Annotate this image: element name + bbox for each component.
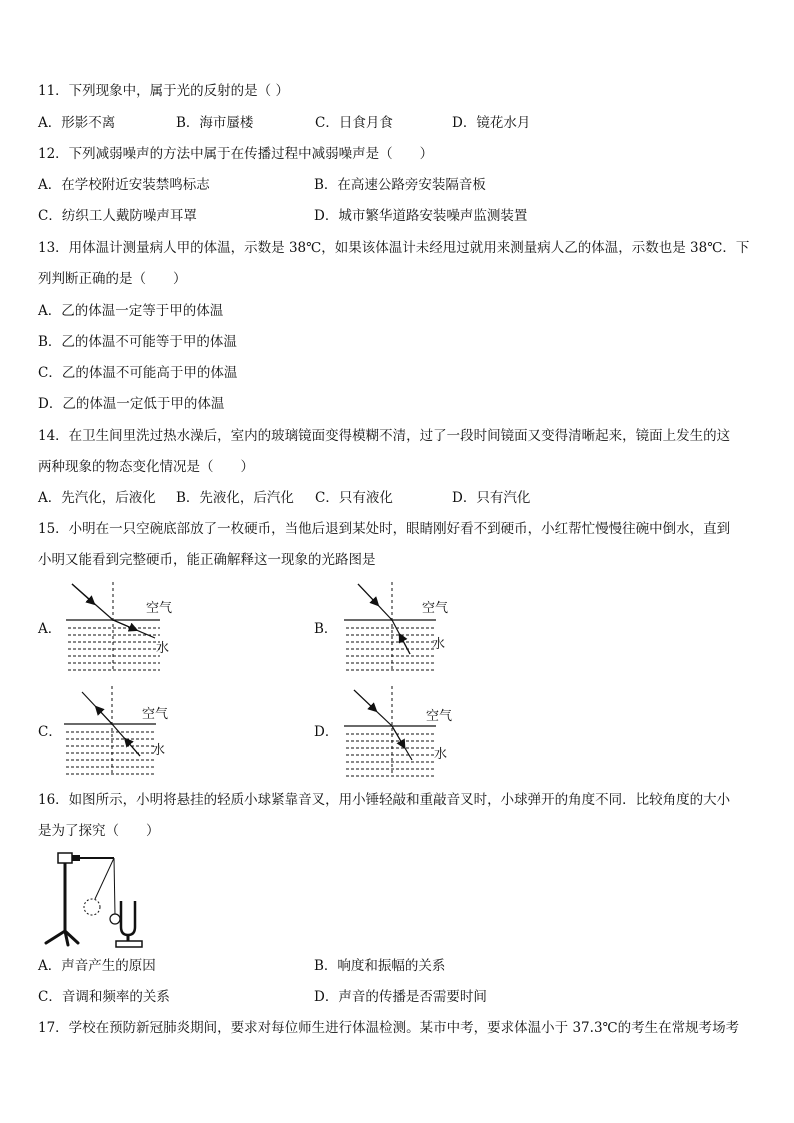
air-label: 空气 <box>146 601 173 616</box>
q15-diagram-b-letter: B． <box>314 621 338 637</box>
q13-option-b: B．乙的体温不可能等于甲的体温 <box>38 334 237 350</box>
q16-option-d: D．声音的传播是否需要时间 <box>314 989 487 1005</box>
q12-option-d: D．城市繁华道路安装噪声监测装置 <box>314 208 528 224</box>
q11-option-b: B．海市蜃楼 <box>176 115 254 131</box>
tuning-fork-apparatus-figure <box>38 847 168 949</box>
q14-option-d: D．只有汽化 <box>452 490 531 506</box>
q13-stem-line2: 列判断正确的是（ ） <box>38 271 187 287</box>
q13-option-d: D．乙的体温一定低于甲的体温 <box>38 396 225 412</box>
q12-option-c: C．纺织工人戴防噪声耳罩 <box>38 208 197 224</box>
q11-option-a: A．形影不离 <box>38 115 116 131</box>
q15-diagram-a-letter: A． <box>38 621 62 637</box>
q12-option-b: B．在高速公路旁安装隔音板 <box>314 177 486 193</box>
q11-option-d: D．镜花水月 <box>452 115 531 131</box>
q14-option-b: B．先液化，后汽化 <box>176 490 294 506</box>
q15-diagram-c-letter: C． <box>38 724 62 740</box>
q16-stem-line2: 是为了探究（ ） <box>38 823 160 839</box>
q16-option-a: A．声音产生的原因 <box>38 958 156 974</box>
q14-stem-line2: 两种现象的物态变化情况是（ ） <box>38 459 254 475</box>
q12-stem: 12．下列减弱噪声的方法中属于在传播过程中减弱噪声是（ ） <box>38 146 434 162</box>
water-label: 水 <box>434 747 448 762</box>
q14-option-c: C．只有液化 <box>315 490 393 506</box>
q14-option-a: A．先汽化，后液化 <box>38 490 156 506</box>
q16-option-b: B．响度和振幅的关系 <box>314 958 446 974</box>
water-label: 水 <box>152 743 166 758</box>
water-label: 水 <box>156 641 170 656</box>
q11-stem: 11．下列现象中，属于光的反射的是（ ） <box>38 83 289 99</box>
q15-diagram-c <box>60 686 190 778</box>
q15-diagram-a <box>60 582 190 674</box>
q15-diagram-d <box>340 686 470 778</box>
q16-stem-line1: 16．如图所示，小明将悬挂的轻质小球紧靠音叉，用小锤轻敲和重敲音叉时，小球弹开的角度不同．比较角度的大小 <box>38 792 731 808</box>
air-label: 空气 <box>142 707 169 722</box>
q11-option-c: C．日食月食 <box>315 115 393 131</box>
q15-stem-line1: 15．小明在一只空碗底部放了一枚硬币，当他后退到某处时，眼睛刚好看不到硬币，小红帮忙慢慢往碗中倒水，直到 <box>38 521 731 537</box>
water-label: 水 <box>432 637 446 652</box>
q16-option-c: C．音调和频率的关系 <box>38 989 170 1005</box>
air-label: 空气 <box>426 709 453 724</box>
q12-option-a: A．在学校附近安装禁鸣标志 <box>38 177 210 193</box>
q15-diagram-b <box>340 582 470 674</box>
q14-stem-line1: 14．在卫生间里洗过热水澡后，室内的玻璃镜面变得模糊不清，过了一段时间镜面又变得清晰起来，镜面上发生的这 <box>38 428 731 444</box>
q13-stem-line1: 13．用体温计测量病人甲的体温，示数是 38℃，如果该体温计未经甩过就用来测量病人乙的体温，示数也是 38℃．下 <box>38 240 750 256</box>
q15-stem-line2: 小明又能看到完整硬币，能正确解释这一现象的光路图是 <box>38 552 376 568</box>
q13-option-c: C．乙的体温不可能高于甲的体温 <box>38 365 238 381</box>
q17-stem-line1: 17．学校在预防新冠肺炎期间，要求对每位师生进行体温检测。某市中考，要求体温小于 37.3℃的考生在常规考场考 <box>38 1020 740 1036</box>
q15-diagram-d-letter: D． <box>314 724 339 740</box>
air-label: 空气 <box>422 601 449 616</box>
q13-option-a: A．乙的体温一定等于甲的体温 <box>38 303 224 319</box>
